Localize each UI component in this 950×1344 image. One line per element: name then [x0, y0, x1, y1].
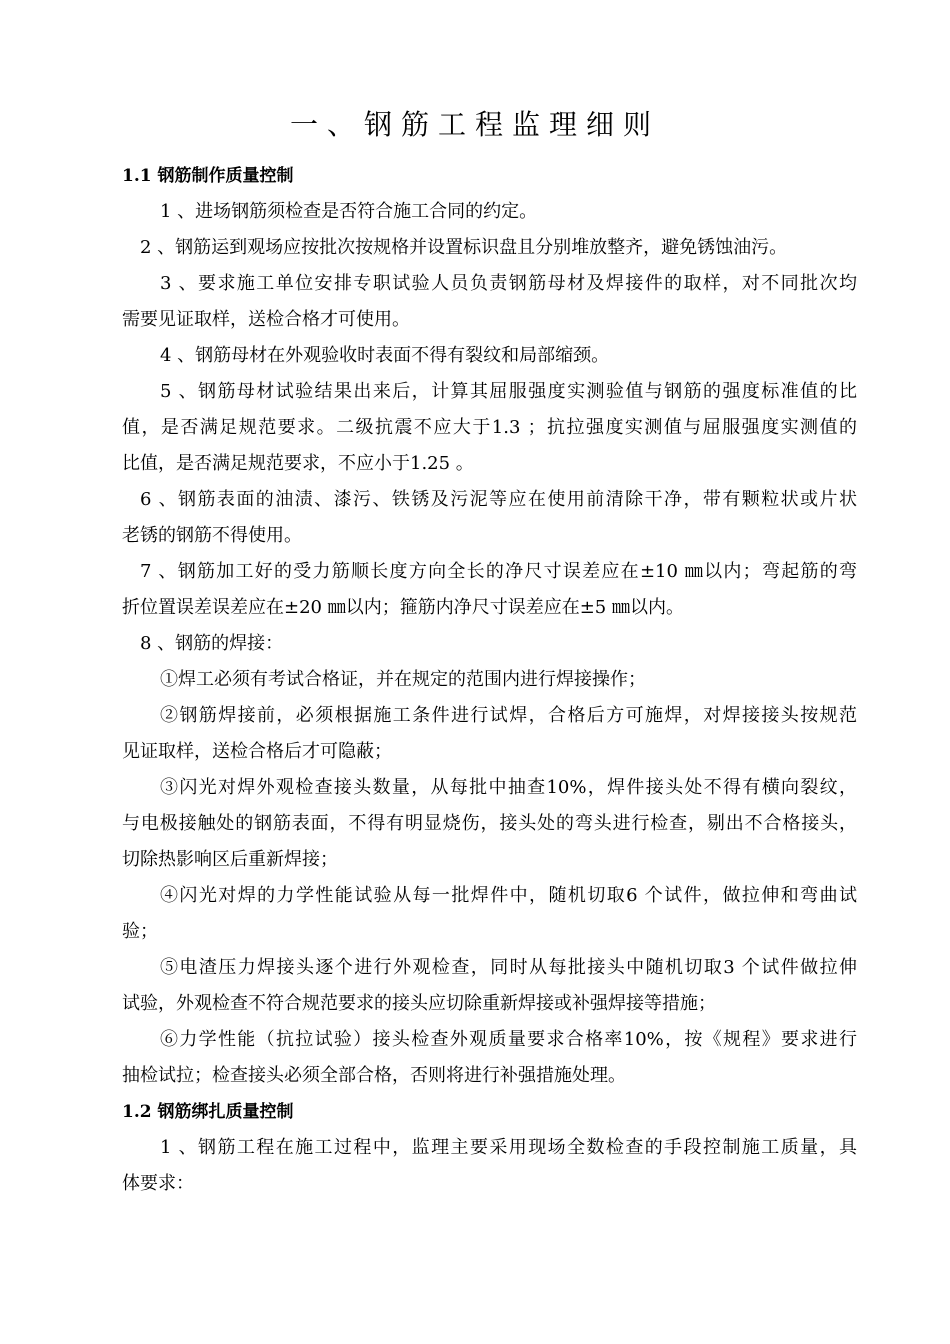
paragraph-line: 3 、要求施工单位安排专职试验人员负责钢筋母材及焊接件的取样，对不同批次均 [160, 273, 857, 294]
paragraph-line: 验； [122, 921, 158, 942]
paragraph-line: 值，是否满足规范要求。二级抗震不应大于1.3 ；抗拉强度实测值与屈服强度实测值的 [122, 417, 857, 438]
paragraph-line: 7 、钢筋加工好的受力筋顺长度方向全长的净尺寸误差应在±10 ㎜以内；弯起筋的弯 [140, 561, 857, 582]
paragraph-line: ②钢筋焊接前，必须根据施工条件进行试焊，合格后方可施焊，对焊接接头按规范 [160, 705, 857, 726]
paragraph-line: 2 、钢筋运到观场应按批次按规格并设置标识盘且分别堆放整齐，避免锈蚀油污。 [140, 237, 788, 258]
paragraph-line: 抽检试拉；检查接头必须全部合格，否则将进行补强措施处理。 [122, 1065, 626, 1086]
paragraph-line: 需要见证取样，送检合格才可使用。 [122, 309, 410, 330]
paragraph-line: ①焊工必须有考试合格证，并在规定的范围内进行焊接操作； [160, 669, 646, 690]
paragraph-line: 切除热影响区后重新焊接； [122, 849, 338, 870]
paragraph-line: 与电极接触处的钢筋表面，不得有明显烧伤，接头处的弯头进行检查，剔出不合格接头， [122, 813, 857, 834]
paragraph-line: 6 、钢筋表面的油渍、漆污、铁锈及污泥等应在使用前清除干净，带有颗粒状或片状 [140, 489, 857, 510]
section-heading-1-2: 1.2 钢筋绑扎质量控制 [122, 1102, 294, 1122]
paragraph-line: 见证取样，送检合格后才可隐蔽； [122, 741, 392, 762]
section-heading-1-1: 1.1 钢筋制作质量控制 [122, 166, 294, 186]
document-body [122, 158, 857, 1202]
paragraph-line: 折位置误差误差应在±20 ㎜以内；箍筋内净尺寸误差应在±5 ㎜以内。 [122, 597, 684, 618]
paragraph-line: ④闪光对焊的力学性能试验从每一批焊件中，随机切取6 个试件，做拉伸和弯曲试 [160, 885, 857, 906]
paragraph-line: ⑥力学性能（抗拉试验）接头检查外观质量要求合格率10%，按《规程》要求进行 [160, 1029, 857, 1050]
paragraph-line: 体要求： [122, 1173, 194, 1194]
paragraph-line: 4 、钢筋母材在外观验收时表面不得有裂纹和局部缩颈。 [160, 345, 610, 366]
paragraph-line: 老锈的钢筋不得使用。 [122, 525, 302, 546]
paragraph-line: 1 、进场钢筋须检查是否符合施工合同的约定。 [160, 201, 538, 222]
page-title: 一、钢筋工程监理细则 [289, 108, 660, 141]
paragraph-line: 5 、钢筋母材试验结果出来后，计算其屈服强度实测验值与钢筋的强度标准值的比 [160, 381, 857, 402]
paragraph-line: 比值，是否满足规范要求，不应小于1.25 。 [122, 453, 474, 474]
paragraph-line: 8 、钢筋的焊接： [140, 633, 284, 654]
paragraph-line: 1 、钢筋工程在施工过程中，监理主要采用现场全数检查的手段控制施工质量，具 [160, 1137, 857, 1158]
paragraph-line: ③闪光对焊外观检查接头数量，从每批中抽查10%，焊件接头处不得有横向裂纹， [160, 777, 857, 798]
paragraph-line: ⑤电渣压力焊接头逐个进行外观检查，同时从每批接头中随机切取3 个试件做拉伸 [160, 957, 857, 978]
paragraph-line: 试验，外观检查不符合规范要求的接头应切除重新焊接或补强焊接等措施； [122, 993, 716, 1014]
